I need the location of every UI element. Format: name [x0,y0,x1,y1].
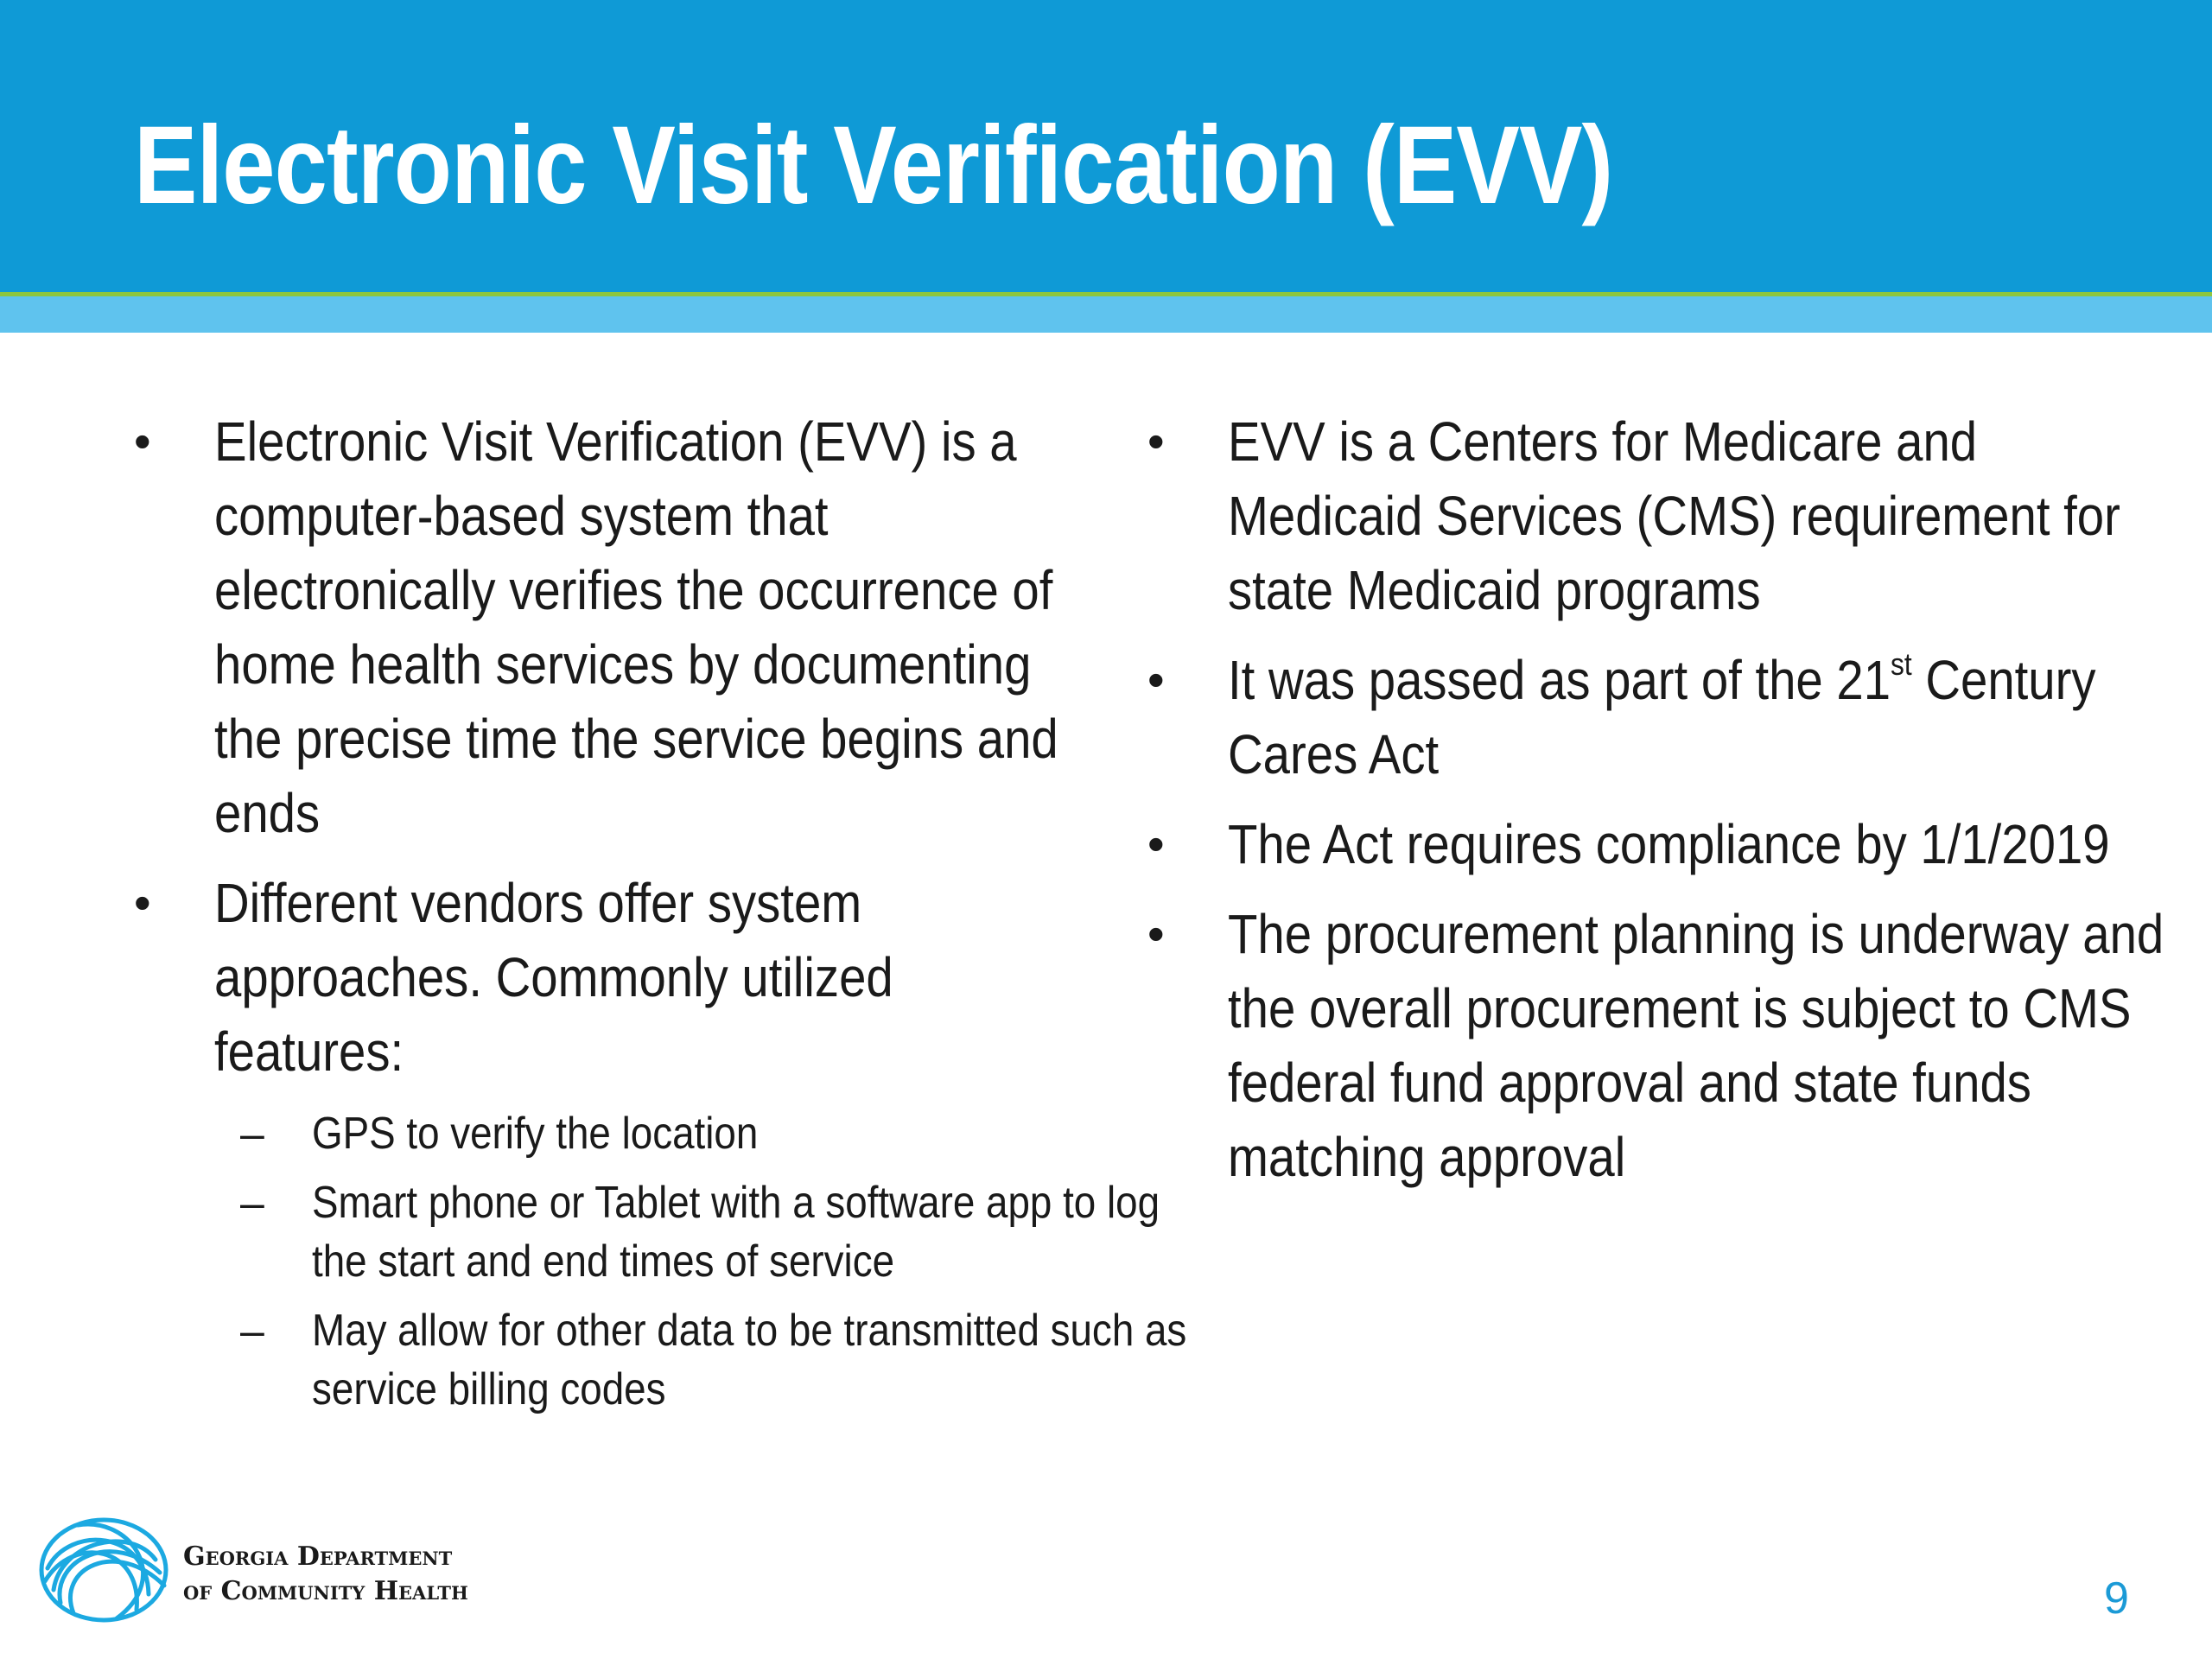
bullet-text-part: Century Cares Act [1228,649,2096,785]
bullet-text: The procurement planning is underway and the overall procurement is subject to CMS federal fund approval and state funds matching approval [1228,903,2164,1188]
right-column [1130,404,2176,1210]
dash-marker: – [240,1179,264,1227]
list-item [1130,807,2176,881]
page-number: 9 [2104,1573,2129,1624]
list-item [117,404,1093,850]
sub-bullet-text: May allow for other data to be transmitted such as service billing codes [312,1306,1187,1414]
org-name-line: Georgia Department [183,1541,453,1572]
dash-marker: – [240,1109,264,1158]
bullet-marker: • [134,875,151,930]
list-item [117,866,1093,1089]
sub-bullet-text: Smart phone or Tablet with a software app to log the start and end times of service [312,1178,1160,1287]
sub-list [117,1104,1187,1419]
bullet-marker: • [1147,906,1165,961]
ordinal-suffix: st [1891,646,1912,682]
bullet-text-part: It was passed as part of the 21 [1228,649,1891,711]
bullet-text: Electronic Visit Verification (EVV) is a computer-based system that electronically verifies the occurrence of home health services by documenting the precise time the service begins and ends [214,410,1058,844]
org-name-line: of Community Health [183,1576,468,1606]
bullet-marker: • [134,414,151,468]
bullet-text: Different vendors offer system approaches. Commonly utilized features: [214,872,893,1083]
bullet-marker: • [1147,817,1165,871]
swirl-globe-icon [35,1508,173,1629]
sub-list-item [117,1301,1187,1419]
left-column [117,404,1187,1429]
bullet-marker: • [1147,414,1165,468]
organization-name [183,1540,468,1609]
accent-band [0,296,2212,333]
sub-list-item [117,1173,1160,1291]
bullet-text [1228,643,2179,791]
title-banner [0,0,2212,292]
list-item [1130,643,2176,791]
sub-list-item [117,1104,1093,1163]
bullet-marker: • [1147,652,1165,707]
bullet-text: EVV is a Centers for Medicare and Medicaid Services (CMS) requirement for state Medicaid programs [1228,410,2120,621]
sub-bullet-text: GPS to verify the location [312,1109,759,1159]
bullet-text: The Act requires compliance by 1/1/2019 [1228,813,2110,875]
list-item [1130,404,2176,627]
list-item [1130,897,2176,1194]
dash-marker: – [240,1306,264,1355]
slide-title: Electronic Visit Verification (EVV) [134,104,1613,227]
